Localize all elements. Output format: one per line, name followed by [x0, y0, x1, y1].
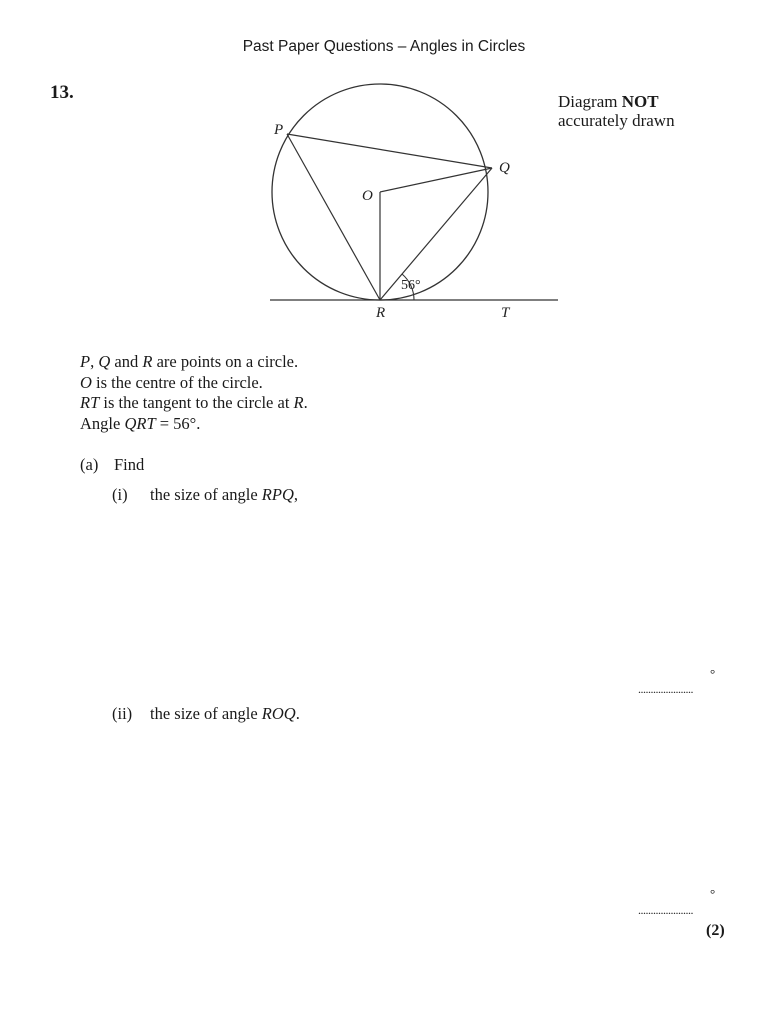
part-a-ii-label: (ii): [112, 704, 133, 723]
marks: (2): [706, 922, 725, 939]
part-a-text: Find: [114, 455, 145, 474]
part-a-label: (a): [80, 455, 99, 474]
label-r: R: [376, 305, 386, 321]
part-a: [80, 455, 144, 475]
answer-line-i[interactable]: ......................: [638, 682, 693, 696]
angle-label-56: 56°: [401, 278, 421, 293]
question-statements: [80, 352, 308, 434]
question-number: 13.: [50, 82, 74, 103]
answer-unit-ii: °: [710, 886, 716, 901]
diagram-note-word: Diagram: [558, 92, 618, 111]
label-p: P: [274, 122, 284, 138]
diagram-note-not: NOT: [621, 92, 659, 111]
circle-diagram: [0, 0, 768, 340]
statement-2: O is the centre of the circle.: [80, 372, 263, 392]
part-a-i: (i) the size of angle RPQ,: [112, 485, 298, 504]
part-a-i-label: (i): [112, 485, 128, 504]
chord-pr: [287, 134, 380, 300]
part-a-ii: (ii) the size of angle ROQ.: [112, 704, 300, 723]
diagram-note-line2: accurately drawn: [558, 111, 675, 130]
chord-pq: [287, 134, 492, 168]
label-o: O: [362, 188, 373, 204]
statement-1: P, Q and R are points on a circle.: [80, 352, 299, 371]
label-t: T: [501, 305, 510, 321]
statement-4: Angle QRT = 56°.: [80, 413, 201, 433]
label-q: Q: [499, 160, 510, 176]
statement-3: RT is the tangent to the circle at R.: [80, 393, 308, 412]
answer-line-ii[interactable]: ......................: [638, 903, 693, 917]
answer-unit-i: °: [710, 666, 716, 681]
diagram-note: [558, 92, 675, 130]
page-header: Past Paper Questions – Angles in Circles: [242, 38, 526, 55]
